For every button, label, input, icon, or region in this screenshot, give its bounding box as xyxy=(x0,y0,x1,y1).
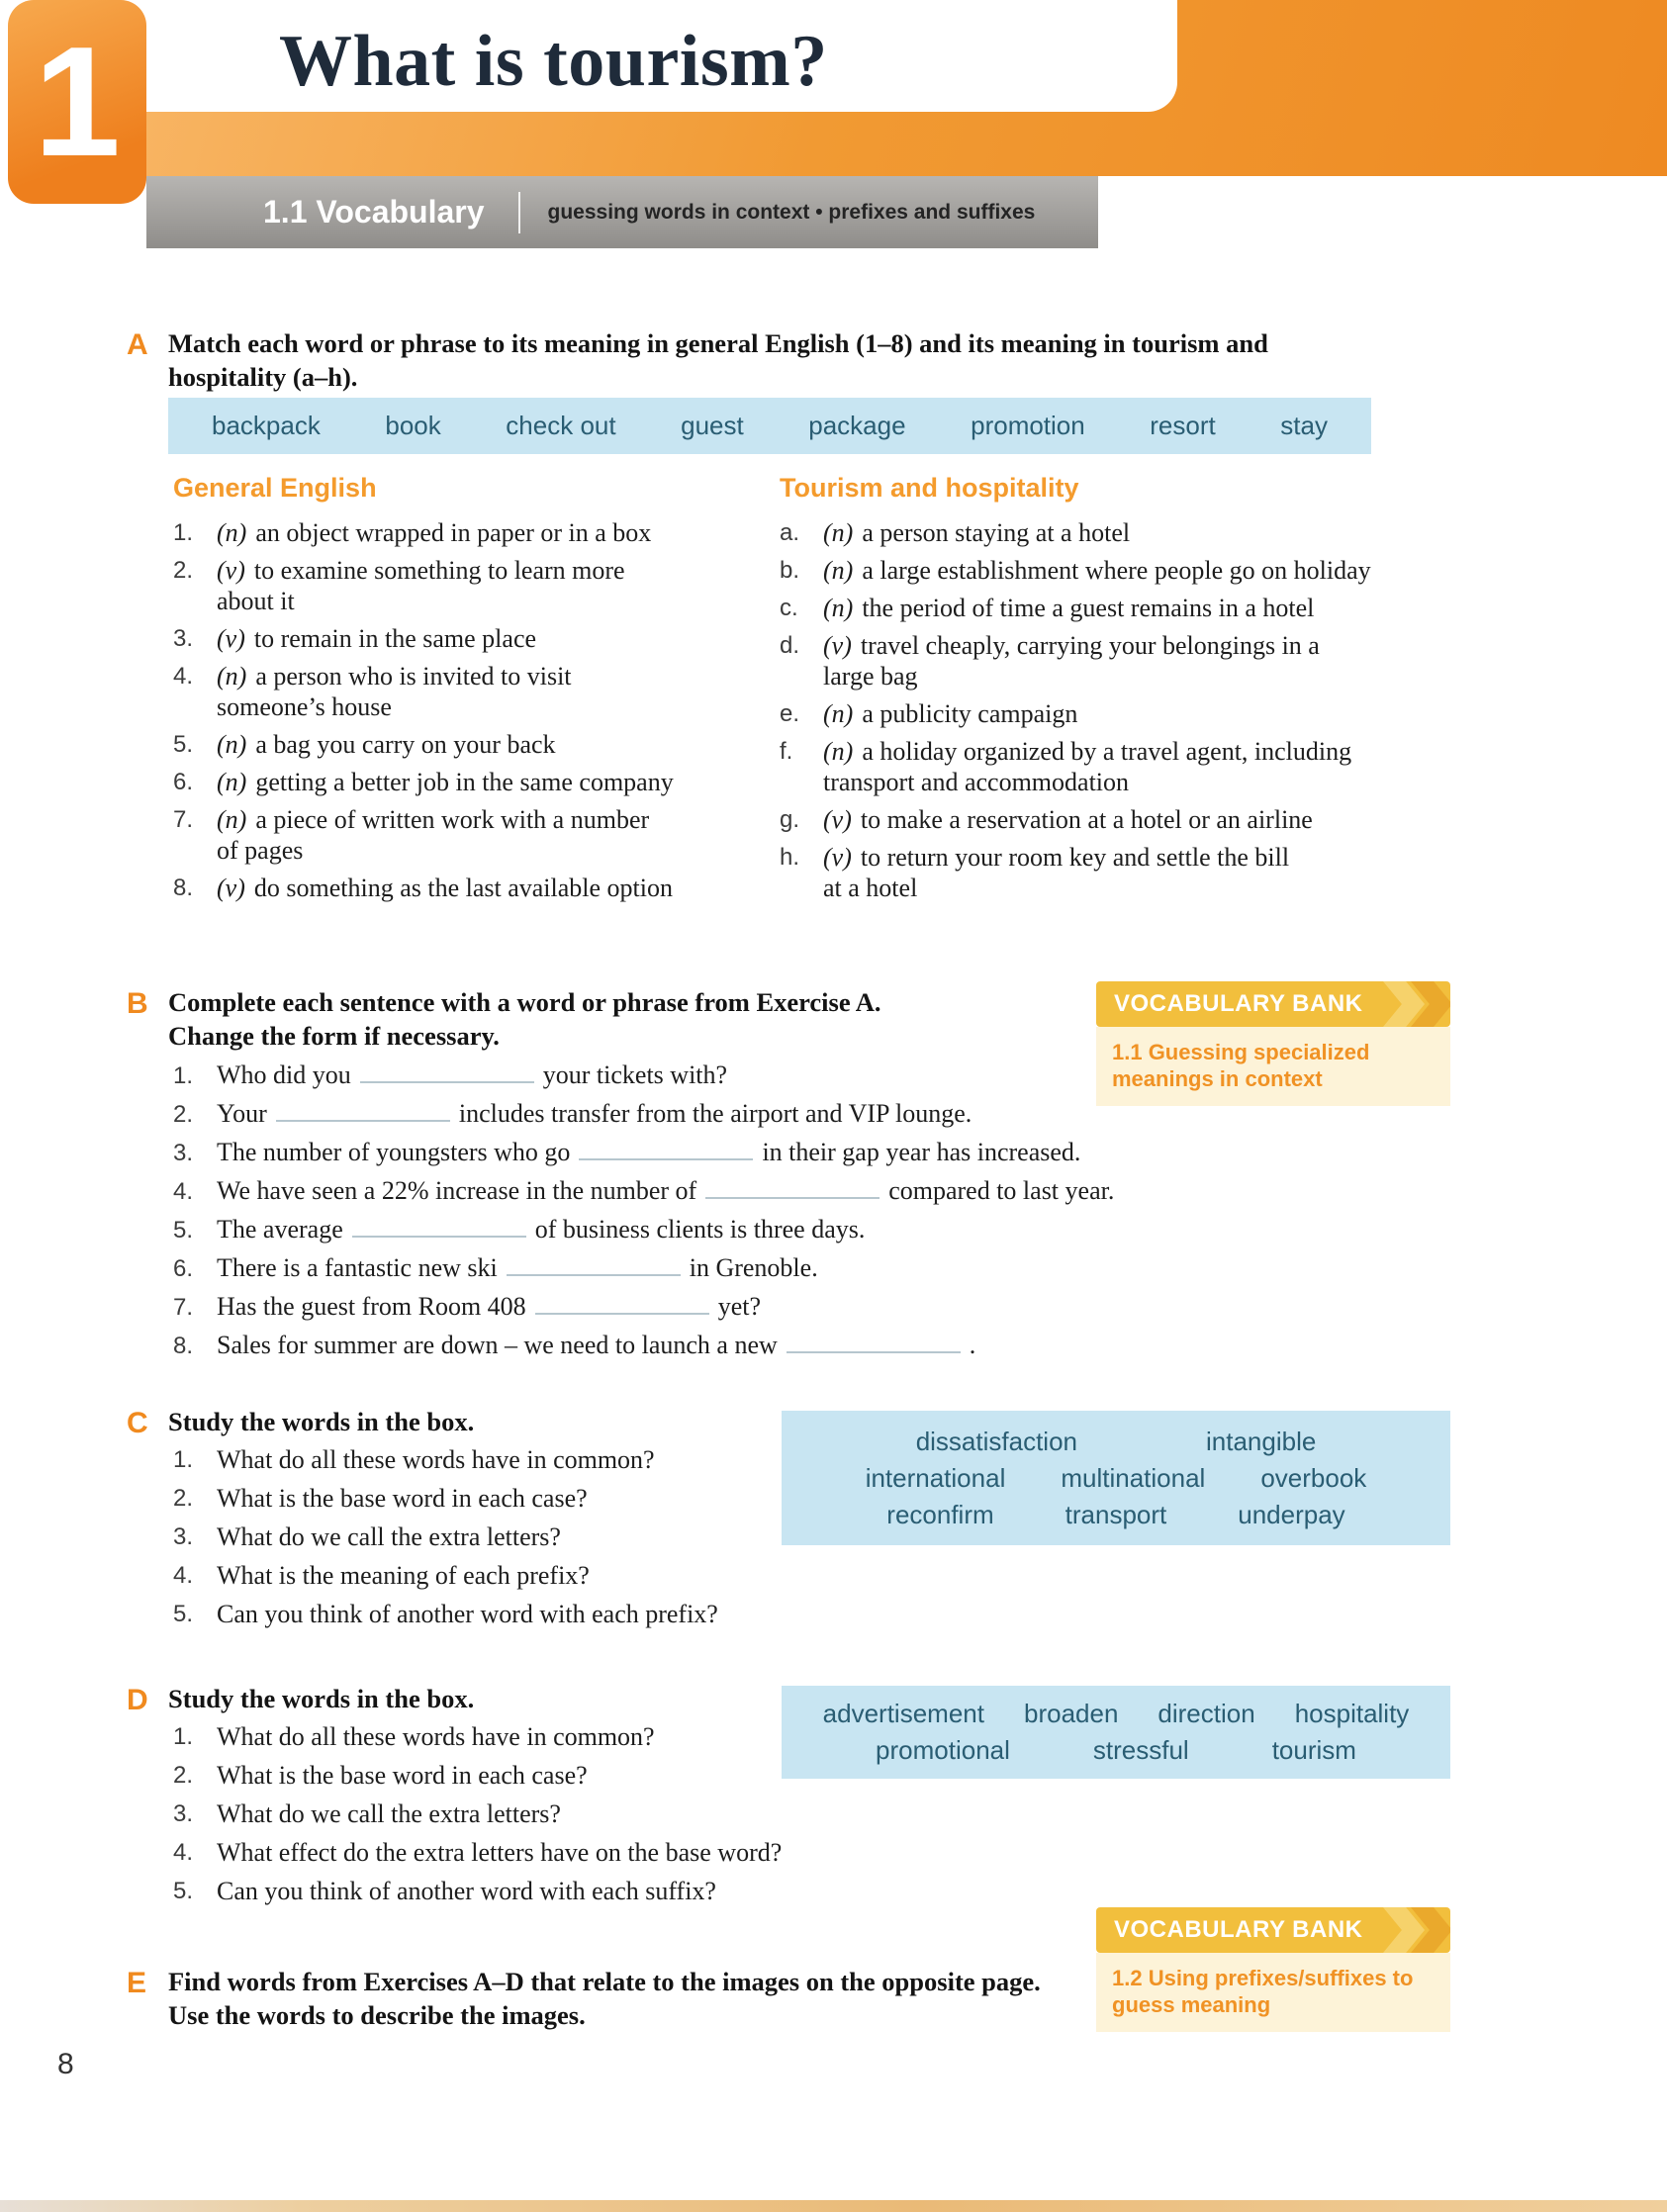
word-box-item: underpay xyxy=(1238,1499,1345,1529)
instruction-line: Match each word or phrase to its meaning in general English (1–8) and its meaning in tourism and xyxy=(168,328,1268,358)
blank-line xyxy=(507,1254,681,1276)
exercise-b-sentences xyxy=(173,1060,1321,1369)
blank-line xyxy=(787,1332,961,1353)
question-item xyxy=(173,1837,885,1868)
part-of-speech: (v) xyxy=(823,843,852,872)
item-number: 3. xyxy=(173,1140,194,1166)
question-item xyxy=(173,1721,885,1752)
exercise-d-questions xyxy=(173,1721,885,1914)
item-letter: b. xyxy=(780,557,800,584)
part-of-speech: (v) xyxy=(823,805,852,834)
sentence-item xyxy=(173,1292,1321,1322)
word-box-row xyxy=(866,1463,1367,1494)
question-text: What do all these words have in common? xyxy=(217,1445,655,1474)
instruction-line: Find words from Exercises A–D that relate to the images on the opposite page. xyxy=(168,1967,1041,1996)
word-box-item: intangible xyxy=(1206,1426,1317,1456)
vocabulary-bank-title: VOCABULARY BANK xyxy=(1114,1916,1363,1943)
question-item xyxy=(173,1483,787,1514)
exercise-c-questions xyxy=(173,1444,787,1637)
question-item xyxy=(173,1560,787,1591)
exercise-a-label: A xyxy=(127,328,148,361)
vocabulary-bank-reference: 1.2 Using prefixes/suffixes to guess meaning xyxy=(1112,1966,1414,2017)
definition-item xyxy=(173,623,757,654)
exercise-d-instruction: Study the words in the box. xyxy=(168,1684,475,1713)
sentence-text: Who did you your tickets with? xyxy=(217,1060,728,1089)
item-number: 2. xyxy=(173,1485,194,1512)
page-number: 8 xyxy=(57,2048,74,2080)
part-of-speech: (n) xyxy=(217,518,247,547)
exercise-d-label: D xyxy=(127,1684,148,1716)
blank-line xyxy=(276,1100,450,1122)
column-heading-tourism: Tourism and hospitality xyxy=(780,473,1079,503)
definition-item xyxy=(173,873,757,903)
word-box-item: reconfirm xyxy=(886,1499,994,1529)
item-number: 6. xyxy=(173,1255,194,1282)
vocabulary-bank-header xyxy=(1096,981,1450,1027)
blank-line xyxy=(705,1177,880,1199)
vocabulary-bank-body xyxy=(1096,1953,1450,2032)
part-of-speech: (n) xyxy=(823,594,854,622)
question-text: What do we call the extra letters? xyxy=(217,1799,561,1828)
definition-item xyxy=(780,555,1452,586)
item-number: 5. xyxy=(173,1601,194,1627)
part-of-speech: (n) xyxy=(823,518,854,547)
definition-item xyxy=(780,842,1452,903)
part-of-speech: (v) xyxy=(217,624,245,653)
tourism-hospitality-column xyxy=(780,473,1452,910)
definition-item xyxy=(173,661,757,722)
word-box-row xyxy=(886,1500,1344,1530)
item-text: (n) a bag you carry on your back xyxy=(217,730,556,759)
definition-item xyxy=(173,555,757,616)
unit-number: 1 xyxy=(34,14,121,189)
sentence-item xyxy=(173,1138,1321,1167)
word-box-row xyxy=(823,1699,1410,1729)
sentence-item xyxy=(173,1331,1321,1360)
item-number: 8. xyxy=(173,1333,194,1359)
item-number: 1. xyxy=(173,1446,194,1473)
lesson-topics: guessing words in context • prefixes and suffixes xyxy=(547,200,1036,224)
word-box-item: tourism xyxy=(1271,1735,1356,1765)
exercise-b-instruction xyxy=(168,985,1078,1053)
item-number: 1. xyxy=(173,1723,194,1750)
lesson-divider xyxy=(518,192,520,233)
definition-item xyxy=(173,767,757,797)
definition-item xyxy=(780,630,1452,691)
question-text: What do all these words have in common? xyxy=(217,1722,655,1751)
word-box-item: broaden xyxy=(1023,1699,1119,1728)
instruction-line: Change the form if necessary. xyxy=(168,1021,500,1051)
lesson-code: 1.1 Vocabulary xyxy=(263,194,485,230)
vocabulary-bank-body xyxy=(1096,1027,1450,1106)
word-box-item: check out xyxy=(506,411,616,440)
vocabulary-bank-1 xyxy=(1096,981,1450,1106)
sentence-text: We have seen a 22% increase in the number of compared to last year. xyxy=(217,1176,1115,1205)
word-box-item: hospitality xyxy=(1294,1699,1410,1728)
word-box-item: package xyxy=(808,411,906,440)
unit-number-tab xyxy=(8,0,146,204)
question-text: Can you think of another word with each prefix? xyxy=(217,1600,718,1628)
item-text: (n) a publicity campaign xyxy=(823,699,1078,728)
definition-item xyxy=(780,736,1452,797)
item-text: (n) a person who is invited to visit someone’s house xyxy=(217,662,572,721)
part-of-speech: (v) xyxy=(217,874,245,902)
question-item xyxy=(173,1760,885,1791)
question-text: Can you think of another word with each suffix? xyxy=(217,1877,716,1905)
exercise-c-instruction: Study the words in the box. xyxy=(168,1407,475,1436)
definition-item xyxy=(173,517,757,548)
item-text: (n) the period of time a guest remains in a hotel xyxy=(823,594,1315,622)
sentence-text: There is a fantastic new ski in Grenoble. xyxy=(217,1253,818,1282)
sentence-item xyxy=(173,1176,1321,1206)
definition-item xyxy=(173,804,757,866)
word-box-a xyxy=(168,398,1371,454)
item-number: 3. xyxy=(173,625,194,652)
item-letter: e. xyxy=(780,700,800,727)
sentence-item xyxy=(173,1253,1321,1283)
item-number: 1. xyxy=(173,519,194,546)
question-text: What effect do the extra letters have on the base word? xyxy=(217,1838,783,1867)
question-item xyxy=(173,1444,787,1475)
question-item xyxy=(173,1599,787,1629)
item-letter: c. xyxy=(780,595,798,621)
item-number: 7. xyxy=(173,806,194,833)
blank-line xyxy=(579,1139,753,1160)
item-number: 3. xyxy=(173,1800,194,1827)
blank-line xyxy=(535,1293,709,1315)
part-of-speech: (n) xyxy=(217,662,247,691)
part-of-speech: (n) xyxy=(823,556,854,585)
exercise-a-instruction xyxy=(168,326,1444,394)
word-box-row xyxy=(916,1427,1317,1457)
item-text: (n) an object wrapped in paper or in a box xyxy=(217,518,652,547)
question-item xyxy=(173,1798,885,1829)
item-number: 4. xyxy=(173,663,194,690)
item-text: (n) getting a better job in the same company xyxy=(217,768,674,796)
word-box-item: resort xyxy=(1150,411,1216,440)
item-text: (n) a holiday organized by a travel agent, including transport and accommodation xyxy=(823,737,1352,796)
sentence-text: Has the guest from Room 408 yet? xyxy=(217,1292,761,1321)
word-box-item: guest xyxy=(681,411,744,440)
question-text: What do we call the extra letters? xyxy=(217,1522,561,1551)
sentence-item xyxy=(173,1215,1321,1244)
definition-item xyxy=(780,804,1452,835)
word-box-item: stressful xyxy=(1092,1735,1189,1765)
item-letter: g. xyxy=(780,806,800,833)
vocabulary-bank-title: VOCABULARY BANK xyxy=(1114,990,1363,1017)
item-text: (v) travel cheaply, carrying your belongings in a large bag xyxy=(823,631,1320,691)
vocabulary-bank-2 xyxy=(1096,1907,1450,2032)
item-text: (n) a person staying at a hotel xyxy=(823,518,1131,547)
item-number: 3. xyxy=(173,1523,194,1550)
item-number: 4. xyxy=(173,1562,194,1589)
word-box-item: stay xyxy=(1280,411,1328,440)
vocabulary-bank-reference: 1.1 Guessing specialized meanings in context xyxy=(1112,1040,1370,1091)
item-number: 2. xyxy=(173,1762,194,1789)
question-item xyxy=(173,1521,787,1552)
item-letter: a. xyxy=(780,519,800,546)
part-of-speech: (v) xyxy=(823,631,852,660)
item-text: (v) to examine something to learn more about it xyxy=(217,556,625,615)
exercise-e-instruction xyxy=(168,1965,1118,2032)
word-box-item: promotion xyxy=(971,411,1085,440)
sentence-text: The number of youngsters who go in their gap year has increased. xyxy=(217,1138,1081,1166)
item-letter: f. xyxy=(780,738,793,765)
word-box-c xyxy=(782,1411,1450,1545)
word-box-item: promotional xyxy=(876,1735,1010,1765)
item-number: 2. xyxy=(173,1101,194,1128)
blank-line xyxy=(360,1061,534,1083)
definition-item xyxy=(173,729,757,760)
part-of-speech: (n) xyxy=(217,805,247,834)
word-box-item: dissatisfaction xyxy=(915,1426,1077,1456)
part-of-speech: (n) xyxy=(823,699,854,728)
item-number: 8. xyxy=(173,875,194,901)
item-text: (n) a large establishment where people go on holiday xyxy=(823,556,1371,585)
word-box-d xyxy=(782,1686,1450,1779)
lesson-bar xyxy=(146,176,1098,248)
exercise-b-label: B xyxy=(127,987,148,1020)
sentence-text: Your includes transfer from the airport and VIP lounge. xyxy=(217,1099,972,1128)
word-box-row xyxy=(876,1735,1356,1766)
question-item xyxy=(173,1876,885,1906)
word-box-item: advertisement xyxy=(822,1699,984,1728)
instruction-line: Complete each sentence with a word or phrase from Exercise A. xyxy=(168,987,881,1017)
item-number: 1. xyxy=(173,1062,194,1089)
definition-item xyxy=(780,517,1452,548)
item-number: 4. xyxy=(173,1178,194,1205)
vocabulary-bank-header xyxy=(1096,1907,1450,1953)
word-box-item: backpack xyxy=(212,411,321,440)
page-bottom-edge xyxy=(0,2200,1667,2212)
column-heading-general-english: General English xyxy=(173,473,377,503)
item-letter: d. xyxy=(780,632,800,659)
item-text: (n) a piece of written work with a number of pages xyxy=(217,805,650,865)
part-of-speech: (n) xyxy=(217,730,247,759)
question-text: What is the base word in each case? xyxy=(217,1761,588,1790)
definition-item xyxy=(780,698,1452,729)
item-number: 4. xyxy=(173,1839,194,1866)
exercise-e-label: E xyxy=(127,1967,147,1999)
sentence-text: Sales for summer are down – we need to launch a new . xyxy=(217,1331,976,1359)
item-number: 6. xyxy=(173,769,194,795)
instruction-line: hospitality (a–h). xyxy=(168,362,358,392)
item-number: 5. xyxy=(173,1878,194,1904)
item-text: (v) to return your room key and settle the bill at a hotel xyxy=(823,843,1290,902)
word-box-item: direction xyxy=(1158,1699,1255,1728)
word-box-item: book xyxy=(385,411,441,440)
item-number: 2. xyxy=(173,557,194,584)
part-of-speech: (n) xyxy=(217,768,247,796)
word-box-item: overbook xyxy=(1260,1462,1367,1493)
word-box-item: multinational xyxy=(1061,1462,1206,1493)
definition-item xyxy=(780,593,1452,623)
question-text: What is the meaning of each prefix? xyxy=(217,1561,590,1590)
question-text: What is the base word in each case? xyxy=(217,1484,588,1513)
word-box-item: international xyxy=(865,1462,1006,1493)
exercise-c-label: C xyxy=(127,1407,148,1439)
item-number: 5. xyxy=(173,1217,194,1244)
unit-title: What is tourism? xyxy=(279,21,828,102)
item-number: 5. xyxy=(173,731,194,758)
instruction-line: Use the words to describe the images. xyxy=(168,2000,586,2030)
item-text: (v) to remain in the same place xyxy=(217,624,537,653)
item-letter: h. xyxy=(780,844,800,871)
blank-line xyxy=(352,1216,526,1238)
item-text: (v) do something as the last available option xyxy=(217,874,673,902)
word-box-item: transport xyxy=(1065,1499,1167,1529)
general-english-column xyxy=(173,473,757,910)
item-number: 7. xyxy=(173,1294,194,1321)
part-of-speech: (n) xyxy=(823,737,854,766)
part-of-speech: (v) xyxy=(217,556,245,585)
item-text: (v) to make a reservation at a hotel or an airline xyxy=(823,805,1313,834)
sentence-text: The average of business clients is three days. xyxy=(217,1215,866,1244)
